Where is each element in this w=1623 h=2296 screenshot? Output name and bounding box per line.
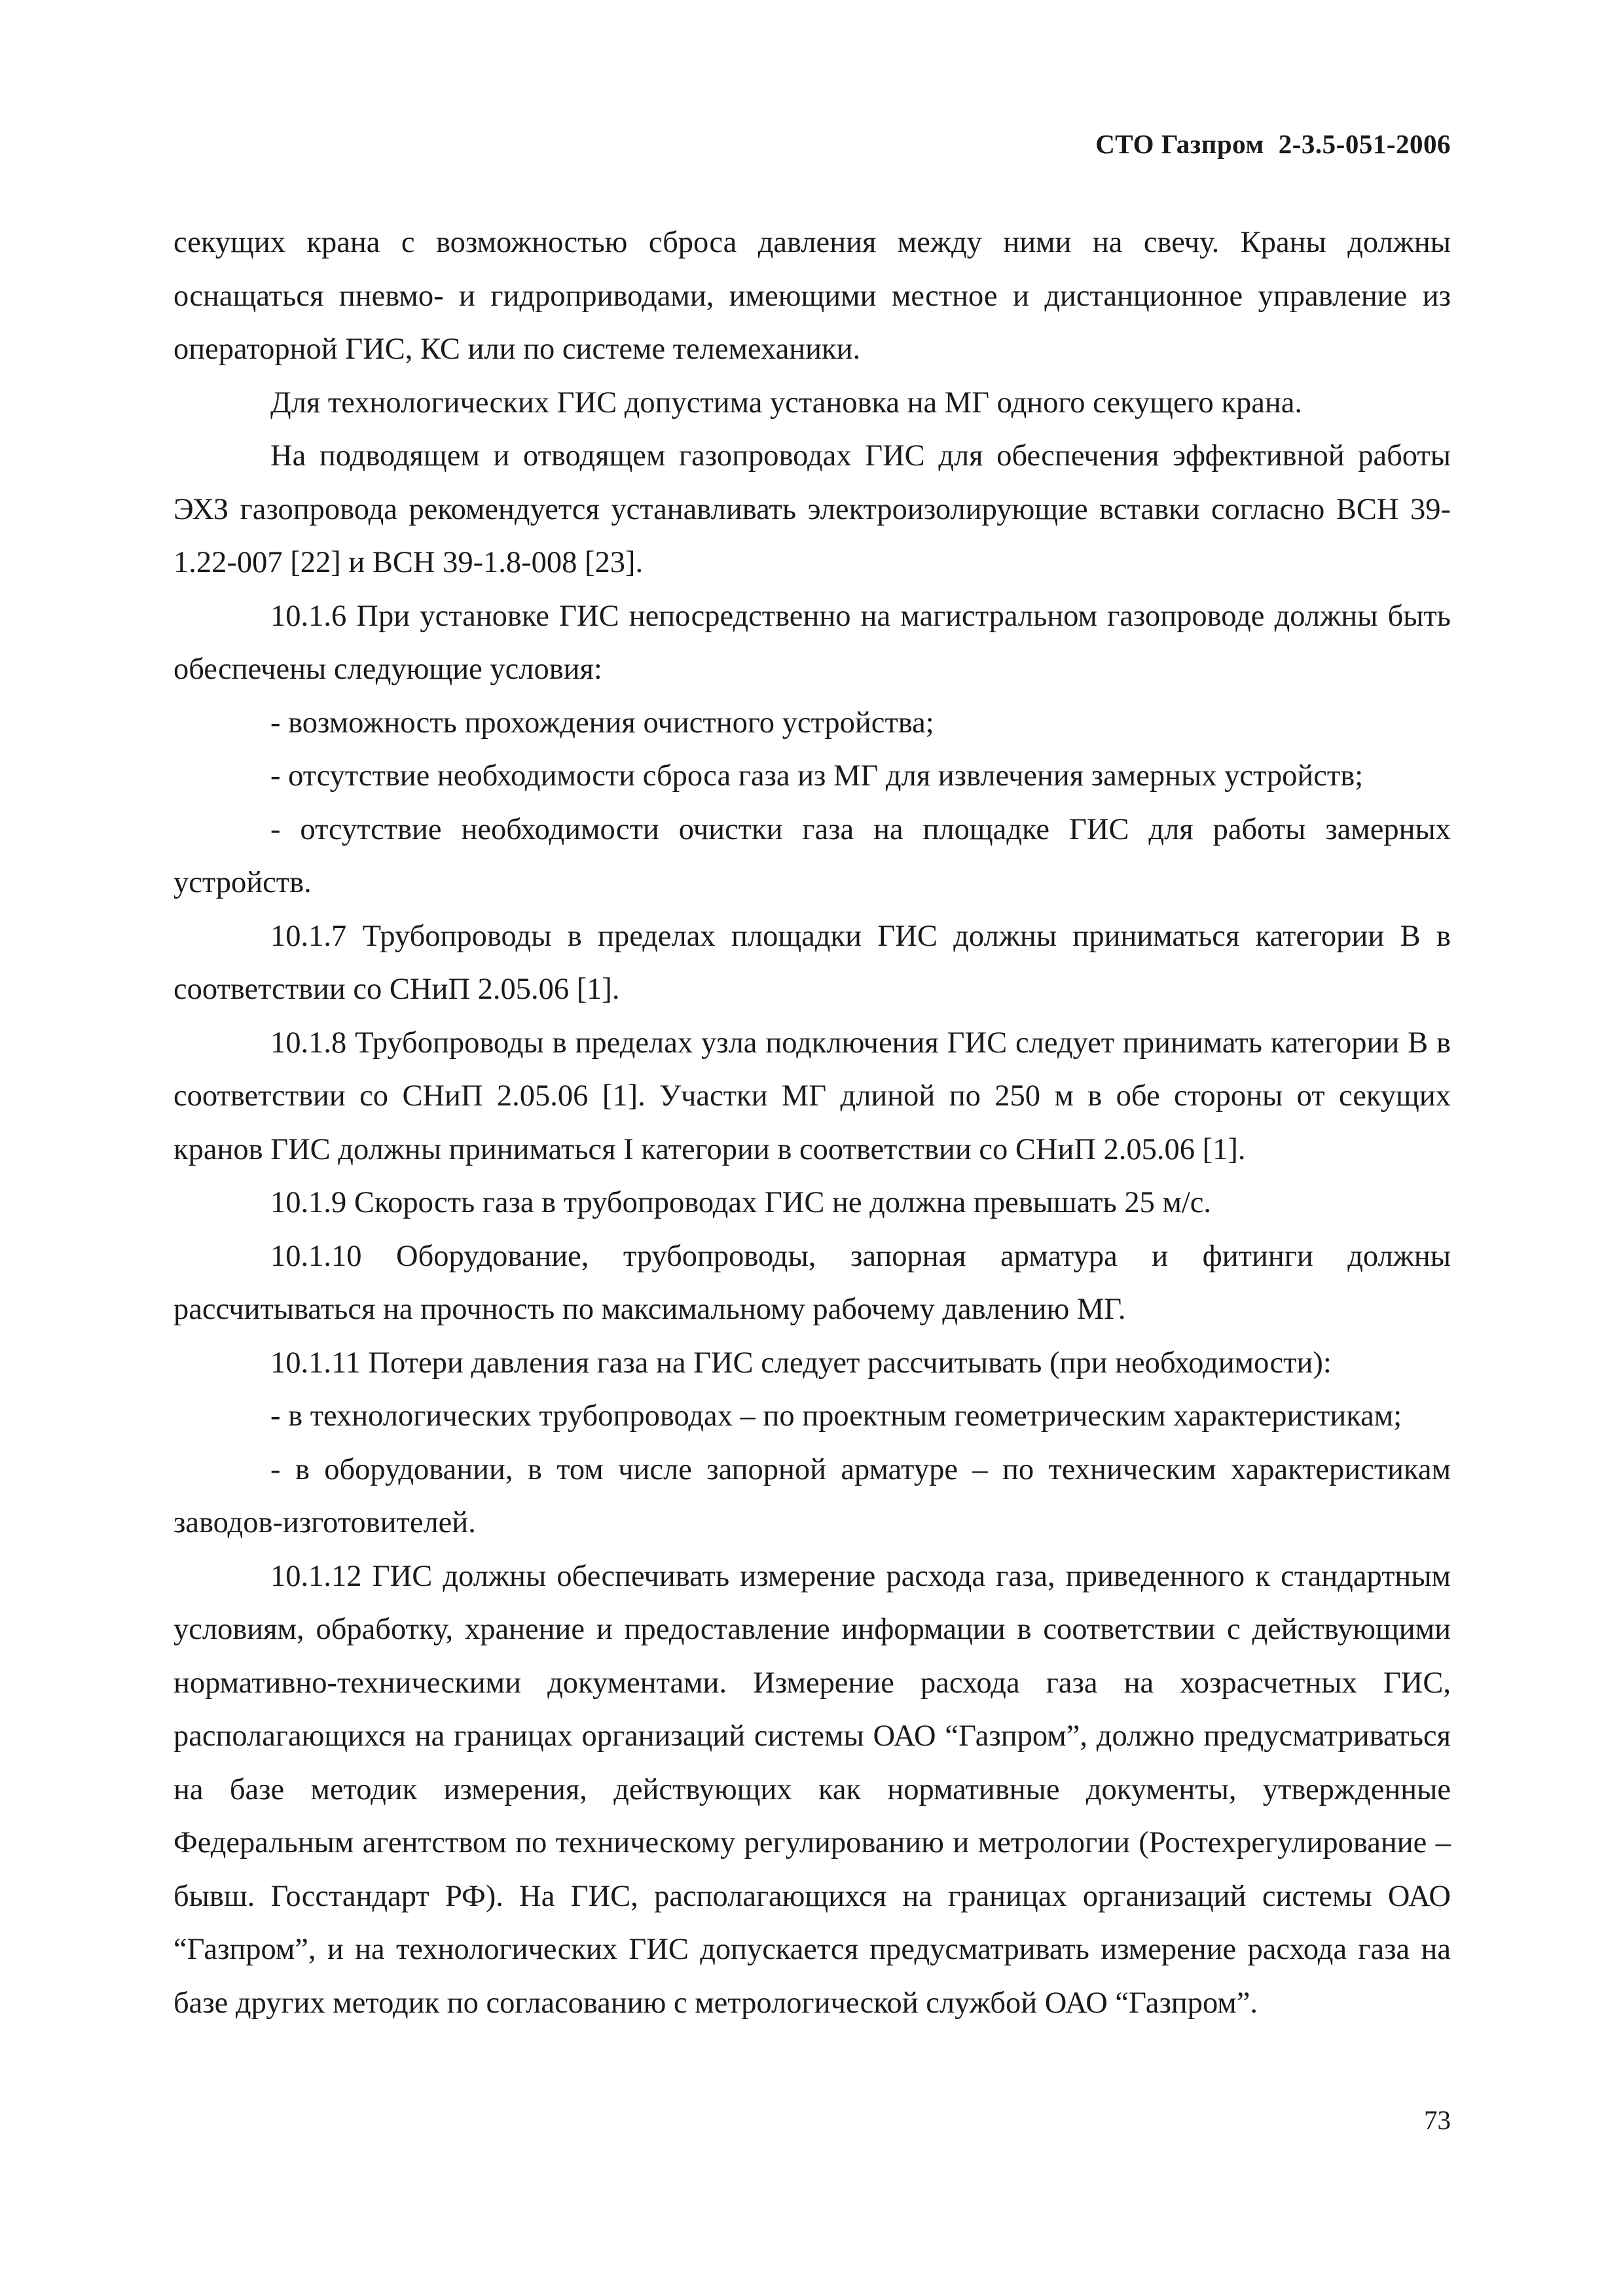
header-organization: СТО Газпром: [1095, 129, 1264, 159]
clause-10-1-8: 10.1.8 Трубопроводы в пределах узла подключения ГИС следует принимать категории В в соответствии со СНиП 2.05.06 [1]. Участки МГ длиной по 250 м в обе стороны от секущих кранов ГИС должны приниматься I категории в соответствии со СНиП 2.05.06 [1].: [173, 1026, 1451, 1166]
page-header: [1095, 128, 1451, 160]
clause-10-1-7: 10.1.7 Трубопроводы в пределах площадки ГИС должны приниматься категории В в соответствии со СНиП 2.05.06 [1].: [173, 919, 1451, 1006]
list-item: - возможность прохождения очистного устройства;: [270, 706, 934, 740]
list-item: - в технологических трубопроводах – по проектным геометрическим характеристикам;: [270, 1399, 1402, 1433]
clause-10-1-11: 10.1.11 Потери давления газа на ГИС следует рассчитывать (при необходимости):: [270, 1346, 1332, 1380]
list-item: - отсутствие необходимости сброса газа из МГ для извлечения замерных устройств;: [270, 759, 1364, 793]
clause-10-1-9: 10.1.9 Скорость газа в трубопроводах ГИС не должна превышать 25 м/с.: [270, 1186, 1212, 1219]
paragraph: Для технологических ГИС допустима установка на МГ одного секущего крана.: [270, 386, 1303, 420]
list-item: - в оборудовании, в том числе запорной арматуре – по техническим характеристикам заводов-изготовителей.: [173, 1452, 1451, 1539]
header-standard-number: 2-3.5-051-2006: [1278, 129, 1451, 159]
clause-10-1-10: 10.1.10 Оборудование, трубопроводы, запорная арматура и фитинги должны рассчитываться на прочность по максимальному рабочему давлению МГ.: [173, 1239, 1451, 1326]
document-body: [173, 216, 1451, 2030]
paragraph: На подводящем и отводящем газопроводах ГИС для обеспечения эффективной работы ЭХЗ газопровода рекомендуется устанавливать электроизолирующие вставки согласно ВСН 39-1.22-007 [22] и ВСН 39-1.8-008 [23].: [173, 439, 1451, 579]
list-item: - отсутствие необходимости очистки газа на площадке ГИС для работы замерных устройств.: [173, 812, 1451, 899]
paragraph-continuation: секущих крана с возможностью сброса давления между ними на свечу. Краны должны оснащаться пневмо- и гидроприводами, имеющими местное и дистанционное управление из операторной ГИС, КС или по системе телемеханики.: [173, 226, 1451, 366]
page-number: 73: [1424, 2105, 1451, 2135]
clause-10-1-12: 10.1.12 ГИС должны обеспечивать измерение расхода газа, приведенного к стандартным условиям, обработку, хранение и предоставление информации в соответствии с действующими нормативно-техническими документами. Измерение расхода газа на хозрасчетных ГИС, располагающихся на границах организаций системы ОАО “Газпром”, должно предусматриваться на базе методик измерения, действующих как нормативные документы, утвержденные Федеральным агентством по техническому регулированию и метрологии (Ростехрегулирование – бывш. Госстандарт РФ). На ГИС, располагающихся на границах организаций системы ОАО “Газпром”, и на технологических ГИС допускается предусматривать измерение расхода газа на базе других методик по согласованию с метрологической службой ОАО “Газпром”.: [173, 1559, 1451, 2020]
clause-10-1-6: 10.1.6 При установке ГИС непосредственно на магистральном газопроводе должны быть обеспечены следующие условия:: [173, 599, 1451, 686]
